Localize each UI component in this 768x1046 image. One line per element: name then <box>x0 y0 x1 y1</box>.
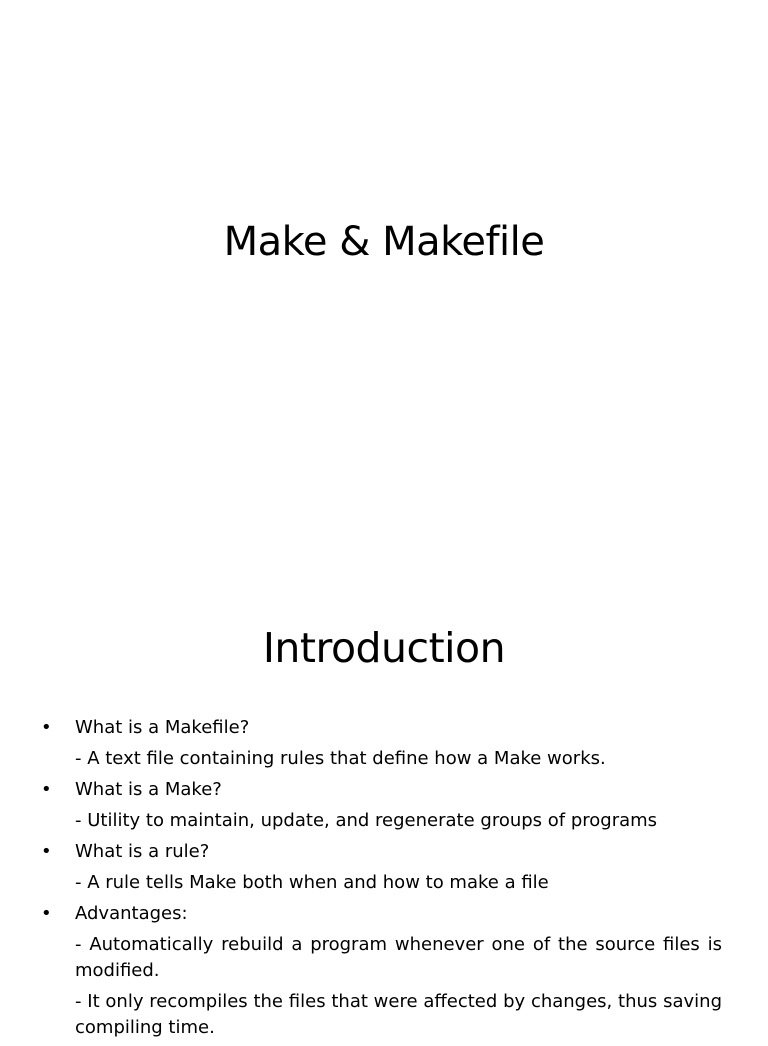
bullet-dot-icon: • <box>41 717 52 738</box>
bullet-item <box>41 898 722 929</box>
bullet-list <box>41 712 722 1046</box>
bullet-question: What is a Makefile? <box>75 717 250 738</box>
bullet-item <box>41 774 722 805</box>
bullet-question: Advantages: <box>75 903 188 924</box>
bullet-item <box>41 712 722 743</box>
bullet-dot-icon: • <box>41 779 52 800</box>
introduction-slide <box>0 576 768 1038</box>
bullet-item <box>41 836 722 867</box>
bullet-question: What is a rule? <box>75 841 210 862</box>
bullet-answer: - A rule tells Make both when and how to make a file <box>75 872 549 893</box>
bullet-answer: - It only recompiles the files that were affected by changes, thus saving compiling time. <box>75 991 722 1038</box>
slide-heading: Introduction <box>262 624 506 672</box>
slide-title: Make & Makefile <box>223 219 545 265</box>
bullet-answer: - Utility to maintain, update, and regenerate groups of programs <box>75 810 658 831</box>
bullet-answer: - A text file containing rules that define how a Make works. <box>75 748 606 769</box>
bullet-question: What is a Make? <box>75 779 222 800</box>
bullet-answer: - Automatically rebuild a program whenever one of the source files is modified. <box>75 934 722 981</box>
bullet-dot-icon: • <box>41 903 52 924</box>
bullet-dot-icon: • <box>41 841 52 862</box>
